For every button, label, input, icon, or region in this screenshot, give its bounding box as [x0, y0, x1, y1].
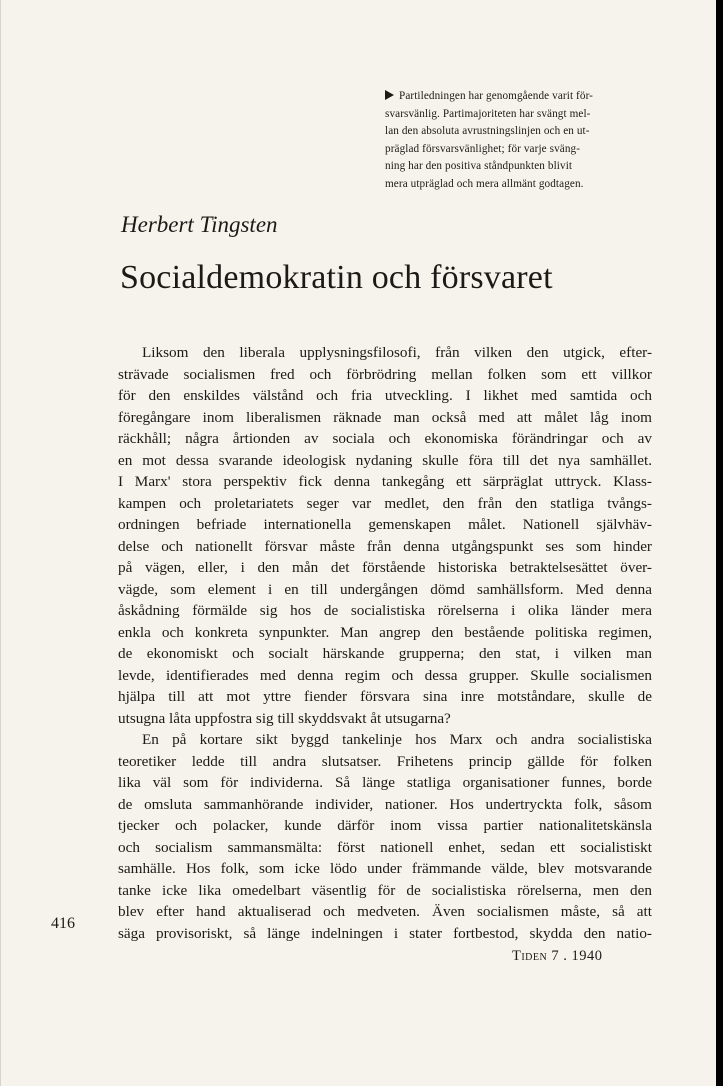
- journal-footer: Tiden 7 . 1940: [512, 948, 603, 964]
- body-line: I Marx' stora perspektiv fick denna tankegång ett särpräglat uttryck. Klass-: [118, 473, 652, 490]
- body-line: ordningen befriade internationella gemenskapen målet. Nationell självhäv-: [118, 516, 652, 533]
- author-name: Herbert Tingsten: [121, 212, 278, 237]
- body-line: delse och nationellt försvar måste från denna utgångspunkt ses som hinder: [118, 537, 652, 555]
- page-left-edge: [0, 0, 1, 1086]
- page-number: 416: [51, 915, 75, 932]
- body-line: Liksom den liberala upplysningsfilosofi, från vilken den utgick, efter-: [142, 344, 652, 361]
- body-line: teoretiker ledde till andra slutsatser. Frihetens princip gällde för folken: [118, 752, 652, 770]
- body-line: samhälle. Hos folk, som icke lödo under främmande välde, blev motsvarande: [118, 860, 652, 877]
- body-line: levde, identifierades med denna regim och dessa grupper. Skulle socialismen: [118, 666, 652, 684]
- body-line: En på kortare sikt byggd tankelinje hos Marx och andra socialistiska: [142, 731, 652, 748]
- body-line: de omsluta sammanhörande individer, nationer. Hos undertryckta folk, såsom: [118, 795, 652, 813]
- summary-line: ning har den positiva ståndpunkten blivit: [385, 160, 573, 173]
- body-line: tanke icke lika omedelbart väsentlig för de socialistiska rörelserna, men den: [118, 881, 652, 899]
- body-line: åskådning förmälde sig hos de socialistiska rörelserna i olika länder mera: [118, 602, 652, 619]
- body-line: säga provisoriskt, så länge indelningen i stater fortbestod, skydda den natio-: [118, 924, 652, 942]
- body-line: enkla och konkreta synpunkter. Man angrep den bestående politiska regimen,: [118, 623, 652, 641]
- body-line: för den enskildes välstånd och fria utveckling. I likhet med samtida och: [118, 387, 652, 404]
- body-line: vägde, som element i en till undergången dömd samhällsform. Med denna: [118, 580, 652, 598]
- article-title: Socialdemokratin och försvaret: [120, 259, 553, 296]
- pointer-arrow-icon: [385, 90, 394, 100]
- body-line: lika väl som för individerna. Så länge statliga organisationer funnes, borde: [118, 774, 652, 791]
- summary-line: lan den absoluta avrustningslinjen och en ut-: [385, 125, 590, 138]
- summary-line: Partiledningen har genomgående varit för-: [385, 88, 655, 106]
- body-line: på vägen, eller, i den mån det förstående historiska betraktelsesättet över-: [118, 559, 652, 576]
- body-line: utsugna låta uppfostra sig till skyddsvakt åt utsugarna?: [118, 709, 451, 727]
- body-line: strävade socialismen fred och förbrödring mellan folken som ett villkor: [118, 365, 652, 383]
- body-line: kampen och proletariatets seger var medlet, den från den statliga tvångs-: [118, 494, 652, 512]
- body-line: tjecker och polacker, kunde därför inom vissa partier nationalitetskänsla: [118, 817, 652, 834]
- body-line: föregångare inom liberalismen räknade man också med att målet låg inom: [118, 408, 652, 426]
- article-body: [118, 342, 652, 944]
- page-right-edge: [716, 0, 723, 1086]
- body-line: de ekonomiskt och socialt härskande grupperna; den stat, i vilken man: [118, 645, 652, 662]
- article-summary: [385, 88, 655, 194]
- body-line: en mot dessa svarande ideologisk nydaning skulle föra till det nya samhället.: [118, 451, 652, 469]
- body-line: hjälpa till att mot yttre fiender försvara sina inre motståndare, skulle de: [118, 688, 652, 705]
- body-line: blev efter hand aktualiserad och medveten. Även socialismen måste, så att: [118, 903, 652, 920]
- summary-line: svarsvänlig. Partimajoriteten har svängt mel-: [385, 107, 591, 120]
- body-line: räckhåll; några årtionden av sociala och ekonomiska förändringar och av: [118, 430, 652, 447]
- summary-line: mera utpräglad och mera allmänt godtagen.: [385, 177, 584, 190]
- body-line: och socialism sammansmälta: först nationell enhet, sedan ett socialistiskt: [118, 838, 652, 856]
- summary-line: präglad försvarsvänlighet; för varje sväng-: [385, 142, 581, 155]
